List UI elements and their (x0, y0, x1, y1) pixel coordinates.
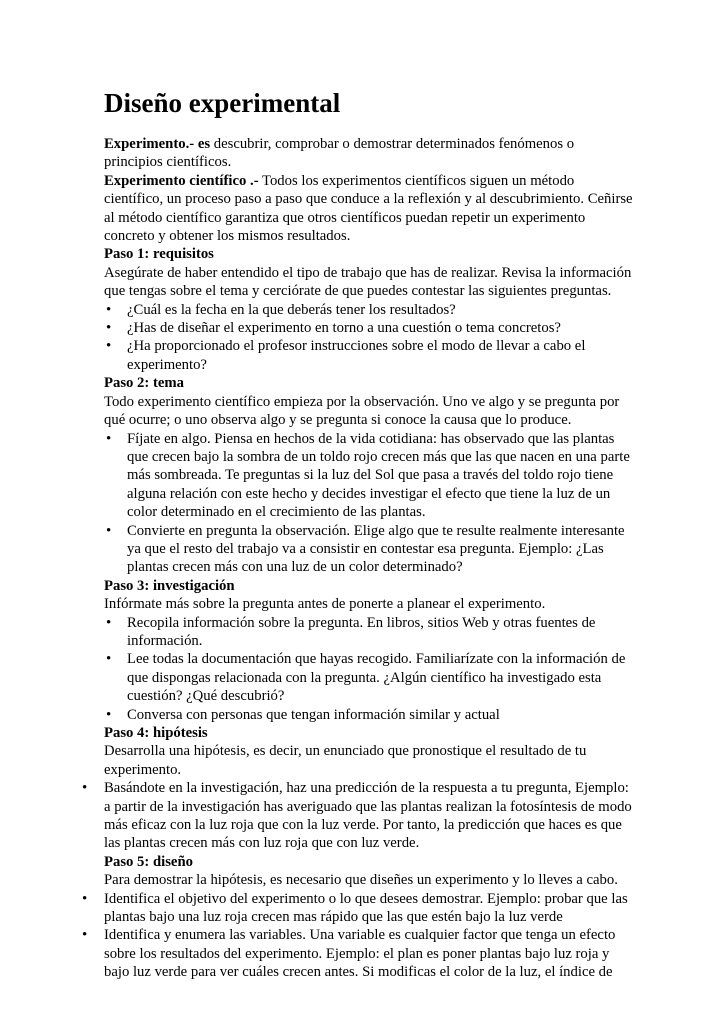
bullet-list (104, 301, 634, 375)
bullet-list (104, 779, 634, 853)
section-text: Todo experimento científico empieza por la observación. Uno ve algo y se pregunta por qué ocurre; o uno observa algo y se pregunta si conoce la causa que lo produce. (104, 393, 620, 429)
list-item: • Lee todas la documentación que hayas recogido. Familiarízate con la información de que dispongas relacionada con la pregunta. ¿Algún científico ha investigado esta cuestión? ¿Qué descubrió? (104, 650, 634, 705)
list-item: • Recopila información sobre la pregunta. En libros, sitios Web y otras fuentes de información. (104, 614, 634, 651)
list-item: • ¿Ha proporcionado el profesor instrucciones sobre el modo de llevar a cabo el experimento? (104, 337, 634, 374)
definition-text: Todos los experimentos científicos siguen un método científico, un proceso paso a paso que conduce a la reflexión y al descubrimiento. Ceñirse al método científico garantiza que otros científicos puedan repetir un experimento concreto y obtener los mismos resultados. (104, 172, 633, 245)
section-heading-paso-1: Paso 1: requisitos (104, 246, 214, 263)
page-title: Diseño experimental (104, 88, 341, 118)
bullet-list (104, 890, 634, 982)
document-body (104, 135, 634, 982)
section-text: Asegúrate de haber entendido el tipo de trabajo que has de realizar. Revisa la información que tengas sobre el tema y cerciórate de que puedes contestar las siguientes preguntas. (104, 264, 632, 300)
section-heading-paso-5: Paso 5: diseño (104, 853, 193, 870)
definition-experimento-cientifico (104, 172, 634, 246)
definition-term: Experimento científico .- (104, 172, 259, 189)
definition-experimento (104, 135, 634, 172)
section-text: Infórmate más sobre la pregunta antes de ponerte a planear el experimento. (104, 596, 546, 613)
list-item: • ¿Has de diseñar el experimento en torno a una cuestión o tema concretos? (104, 319, 634, 337)
section-heading-paso-4: Paso 4: hipótesis (104, 725, 208, 741)
bullet-list (104, 430, 634, 577)
bullet-list (104, 614, 634, 724)
list-item: • Identifica el objetivo del experimento o lo que desees demostrar. Ejemplo: probar que las plantas bajo una luz roja crecen mas rápido que las que estén bajo la luz verde (104, 890, 634, 927)
section-heading-paso-3: Paso 3: investigación (104, 577, 235, 594)
definition-text: descubrir, comprobar o demostrar determinados fenómenos o principios científicos. (104, 136, 575, 171)
section-heading-paso-2: Paso 2: tema (104, 375, 184, 392)
list-item: • Basándote en la investigación, haz una predicción de la respuesta a tu pregunta, Ejemplo: a partir de la investigación has averiguado que las plantas realizan la fotosíntesis de modo más eficaz con la luz roja que con la luz verde. Por tanto, la predicción que haces es que las plantas crecen más con luz roja que con luz verde. (104, 779, 634, 853)
list-item: • ¿Cuál es la fecha en la que deberás tener los resultados? (104, 301, 634, 319)
list-item: • Convierte en pregunta la observación. Elige algo que te resulte realmente interesante ya que el resto del trabajo va a consistir en contestar esa pregunta. Ejemplo: ¿Las plantas crecen más con una luz de un color determinado? (104, 522, 634, 577)
section-text: Desarrolla una hipótesis, es decir, un enunciado que pronostique el resultado de tu experimento. (104, 743, 587, 778)
list-item: • Identifica y enumera las variables. Una variable es cualquier factor que tenga un efecto sobre los resultados del experimento. Ejemplo: el plan es poner plantas bajo luz roja y bajo luz verde para ver cuáles crecen antes. Si modificas el color de la luz, el índice de (104, 926, 634, 981)
definition-term: Experimento.- es (104, 136, 211, 152)
section-text: Para demostrar la hipótesis, es necesario que diseñes un experimento y lo lleves a cabo. (104, 872, 618, 889)
list-item: • Conversa con personas que tengan información similar y actual (104, 706, 634, 724)
list-item: • Fíjate en algo. Piensa en hechos de la vida cotidiana: has observado que las plantas que crecen bajo la sombra de un toldo rojo crecen más que las que nacen en una parte más sombreada. Te preguntas si la luz del Sol que pasa a través del toldo rojo tiene alguna relación con este hecho y decides investigar el efecto que tiene la luz de un color determinado en el crecimiento de las plantas. (104, 430, 634, 522)
